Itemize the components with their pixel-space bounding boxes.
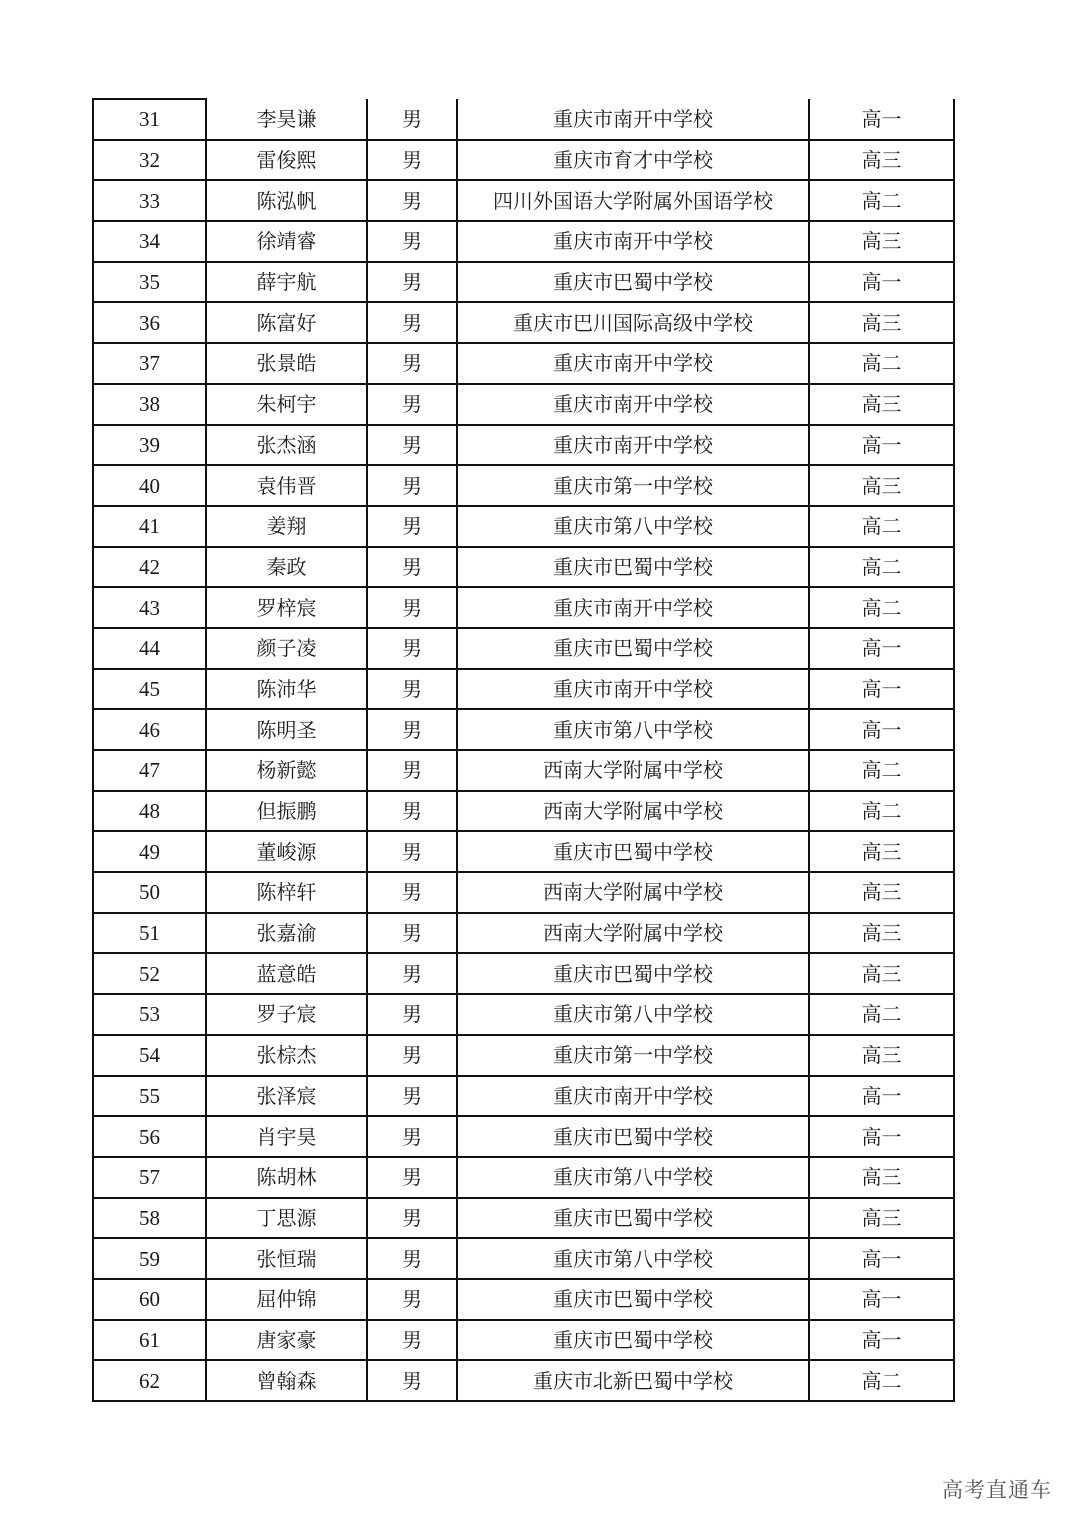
cell-gender: 男 <box>367 1076 457 1117</box>
cell-grade: 高一 <box>809 99 954 140</box>
cell-grade: 高一 <box>809 262 954 303</box>
cell-gender: 男 <box>367 1116 457 1157</box>
cell-school: 重庆市巴蜀中学校 <box>457 1320 809 1361</box>
cell-school: 重庆市南开中学校 <box>457 343 809 384</box>
cell-gender: 男 <box>367 831 457 872</box>
cell-school: 重庆市南开中学校 <box>457 425 809 466</box>
cell-name: 张景皓 <box>206 343 367 384</box>
cell-number: 57 <box>93 1157 206 1198</box>
cell-grade: 高三 <box>809 302 954 343</box>
cell-number: 41 <box>93 506 206 547</box>
cell-school: 重庆市巴蜀中学校 <box>457 628 809 669</box>
cell-number: 47 <box>93 750 206 791</box>
table-row <box>93 1279 954 1320</box>
table-row <box>93 1076 954 1117</box>
table-row <box>93 831 954 872</box>
table-row <box>93 1116 954 1157</box>
cell-grade: 高二 <box>809 791 954 832</box>
cell-name: 朱柯宇 <box>206 384 367 425</box>
table-row <box>93 1320 954 1361</box>
table-row <box>93 669 954 710</box>
cell-name: 董峻源 <box>206 831 367 872</box>
table-row <box>93 384 954 425</box>
table-row <box>93 140 954 181</box>
table-row <box>93 1360 954 1401</box>
cell-gender: 男 <box>367 872 457 913</box>
cell-school: 重庆市育才中学校 <box>457 140 809 181</box>
cell-school: 西南大学附属中学校 <box>457 750 809 791</box>
cell-name: 唐家豪 <box>206 1320 367 1361</box>
cell-gender: 男 <box>367 1238 457 1279</box>
cell-number: 39 <box>93 425 206 466</box>
cell-number: 37 <box>93 343 206 384</box>
cell-number: 59 <box>93 1238 206 1279</box>
table-row <box>93 628 954 669</box>
cell-number: 43 <box>93 587 206 628</box>
table-row <box>93 1157 954 1198</box>
cell-school: 重庆市第八中学校 <box>457 994 809 1035</box>
cell-name: 秦政 <box>206 547 367 588</box>
table-row <box>93 506 954 547</box>
cell-grade: 高一 <box>809 1076 954 1117</box>
cell-grade: 高一 <box>809 1320 954 1361</box>
cell-number: 48 <box>93 791 206 832</box>
cell-grade: 高二 <box>809 343 954 384</box>
cell-name: 张嘉渝 <box>206 913 367 954</box>
cell-number: 38 <box>93 384 206 425</box>
cell-gender: 男 <box>367 425 457 466</box>
cell-number: 52 <box>93 953 206 994</box>
cell-name: 袁伟晋 <box>206 465 367 506</box>
cell-gender: 男 <box>367 1320 457 1361</box>
cell-school: 重庆市第八中学校 <box>457 1238 809 1279</box>
cell-school: 重庆市南开中学校 <box>457 99 809 140</box>
cell-grade: 高二 <box>809 180 954 221</box>
cell-grade: 高二 <box>809 994 954 1035</box>
table-row <box>93 750 954 791</box>
cell-gender: 男 <box>367 669 457 710</box>
cell-name: 但振鹏 <box>206 791 367 832</box>
cell-gender: 男 <box>367 302 457 343</box>
cell-name: 蓝意皓 <box>206 953 367 994</box>
cell-school: 重庆市巴蜀中学校 <box>457 262 809 303</box>
table-row <box>93 262 954 303</box>
cell-gender: 男 <box>367 1035 457 1076</box>
cell-gender: 男 <box>367 913 457 954</box>
cell-number: 49 <box>93 831 206 872</box>
cell-number: 60 <box>93 1279 206 1320</box>
table-row <box>93 872 954 913</box>
cell-number: 62 <box>93 1360 206 1401</box>
cell-grade: 高三 <box>809 953 954 994</box>
cell-grade: 高三 <box>809 1035 954 1076</box>
cell-grade: 高三 <box>809 465 954 506</box>
cell-number: 32 <box>93 140 206 181</box>
cell-name: 薛宇航 <box>206 262 367 303</box>
cell-grade: 高三 <box>809 1198 954 1239</box>
student-list-table-container <box>92 98 953 1402</box>
table-row <box>93 343 954 384</box>
cell-name: 姜翔 <box>206 506 367 547</box>
cell-gender: 男 <box>367 994 457 1035</box>
table-row <box>93 547 954 588</box>
cell-school: 重庆市第一中学校 <box>457 1035 809 1076</box>
cell-grade: 高二 <box>809 1360 954 1401</box>
table-row <box>93 1198 954 1239</box>
cell-school: 重庆市北新巴蜀中学校 <box>457 1360 809 1401</box>
cell-grade: 高一 <box>809 709 954 750</box>
table-row <box>93 791 954 832</box>
cell-school: 重庆市第八中学校 <box>457 709 809 750</box>
cell-school: 重庆市巴蜀中学校 <box>457 547 809 588</box>
cell-number: 53 <box>93 994 206 1035</box>
cell-grade: 高三 <box>809 221 954 262</box>
cell-name: 颜子凌 <box>206 628 367 669</box>
table-row <box>93 913 954 954</box>
cell-gender: 男 <box>367 547 457 588</box>
cell-name: 徐靖睿 <box>206 221 367 262</box>
cell-gender: 男 <box>367 1157 457 1198</box>
cell-name: 罗梓宸 <box>206 587 367 628</box>
cell-grade: 高二 <box>809 547 954 588</box>
cell-name: 屈仲锦 <box>206 1279 367 1320</box>
cell-school: 重庆市第八中学校 <box>457 506 809 547</box>
cell-number: 36 <box>93 302 206 343</box>
watermark: 高考直通车 <box>942 1478 1052 1502</box>
cell-gender: 男 <box>367 465 457 506</box>
cell-number: 40 <box>93 465 206 506</box>
cell-name: 张杰涵 <box>206 425 367 466</box>
table-row <box>93 221 954 262</box>
cell-school: 重庆市南开中学校 <box>457 384 809 425</box>
cell-gender: 男 <box>367 791 457 832</box>
cell-grade: 高三 <box>809 1157 954 1198</box>
table-row <box>93 425 954 466</box>
cell-name: 张泽宸 <box>206 1076 367 1117</box>
cell-grade: 高三 <box>809 831 954 872</box>
cell-grade: 高一 <box>809 425 954 466</box>
cell-gender: 男 <box>367 180 457 221</box>
cell-name: 陈沛华 <box>206 669 367 710</box>
cell-number: 51 <box>93 913 206 954</box>
cell-gender: 男 <box>367 1360 457 1401</box>
cell-school: 重庆市巴蜀中学校 <box>457 1279 809 1320</box>
cell-school: 重庆市南开中学校 <box>457 221 809 262</box>
cell-name: 罗子宸 <box>206 994 367 1035</box>
cell-gender: 男 <box>367 628 457 669</box>
cell-school: 西南大学附属中学校 <box>457 913 809 954</box>
cell-name: 杨新懿 <box>206 750 367 791</box>
cell-grade: 高三 <box>809 913 954 954</box>
cell-number: 35 <box>93 262 206 303</box>
cell-school: 重庆市南开中学校 <box>457 1076 809 1117</box>
cell-grade: 高一 <box>809 1116 954 1157</box>
table-row <box>93 302 954 343</box>
cell-gender: 男 <box>367 1198 457 1239</box>
table-row <box>93 994 954 1035</box>
cell-name: 张棕杰 <box>206 1035 367 1076</box>
cell-gender: 男 <box>367 709 457 750</box>
cell-school: 西南大学附属中学校 <box>457 791 809 832</box>
cell-name: 曾翰森 <box>206 1360 367 1401</box>
cell-gender: 男 <box>367 384 457 425</box>
cell-school: 重庆市第一中学校 <box>457 465 809 506</box>
cell-name: 李昊谦 <box>206 99 367 140</box>
cell-number: 55 <box>93 1076 206 1117</box>
cell-school: 重庆市巴川国际高级中学校 <box>457 302 809 343</box>
cell-gender: 男 <box>367 506 457 547</box>
table-row <box>93 953 954 994</box>
cell-name: 丁思源 <box>206 1198 367 1239</box>
cell-name: 肖宇昊 <box>206 1116 367 1157</box>
table-row <box>93 180 954 221</box>
cell-grade: 高三 <box>809 384 954 425</box>
cell-gender: 男 <box>367 221 457 262</box>
cell-number: 45 <box>93 669 206 710</box>
cell-grade: 高二 <box>809 587 954 628</box>
cell-grade: 高二 <box>809 506 954 547</box>
cell-number: 33 <box>93 180 206 221</box>
cell-grade: 高一 <box>809 669 954 710</box>
cell-gender: 男 <box>367 1279 457 1320</box>
table-row <box>93 1238 954 1279</box>
cell-number: 31 <box>93 99 206 140</box>
table-body <box>93 99 954 1401</box>
table-row <box>93 1035 954 1076</box>
cell-grade: 高一 <box>809 1238 954 1279</box>
cell-gender: 男 <box>367 750 457 791</box>
cell-grade: 高一 <box>809 628 954 669</box>
cell-number: 44 <box>93 628 206 669</box>
cell-grade: 高三 <box>809 140 954 181</box>
cell-school: 重庆市巴蜀中学校 <box>457 1116 809 1157</box>
cell-school: 重庆市第八中学校 <box>457 1157 809 1198</box>
cell-gender: 男 <box>367 953 457 994</box>
cell-number: 42 <box>93 547 206 588</box>
cell-gender: 男 <box>367 140 457 181</box>
cell-number: 54 <box>93 1035 206 1076</box>
table-row <box>93 465 954 506</box>
cell-name: 张恒瑞 <box>206 1238 367 1279</box>
cell-gender: 男 <box>367 262 457 303</box>
cell-name: 陈明圣 <box>206 709 367 750</box>
cell-grade: 高一 <box>809 1279 954 1320</box>
cell-number: 58 <box>93 1198 206 1239</box>
cell-gender: 男 <box>367 587 457 628</box>
cell-number: 50 <box>93 872 206 913</box>
cell-number: 56 <box>93 1116 206 1157</box>
cell-school: 重庆市南开中学校 <box>457 669 809 710</box>
cell-number: 61 <box>93 1320 206 1361</box>
cell-school: 重庆市巴蜀中学校 <box>457 1198 809 1239</box>
cell-school: 重庆市巴蜀中学校 <box>457 953 809 994</box>
cell-name: 陈泓帆 <box>206 180 367 221</box>
cell-school: 重庆市巴蜀中学校 <box>457 831 809 872</box>
table-row <box>93 587 954 628</box>
cell-number: 34 <box>93 221 206 262</box>
cell-grade: 高二 <box>809 750 954 791</box>
cell-name: 雷俊熙 <box>206 140 367 181</box>
cell-name: 陈富好 <box>206 302 367 343</box>
table-row <box>93 99 954 140</box>
cell-number: 46 <box>93 709 206 750</box>
cell-school: 重庆市南开中学校 <box>457 587 809 628</box>
cell-school: 西南大学附属中学校 <box>457 872 809 913</box>
cell-gender: 男 <box>367 343 457 384</box>
cell-name: 陈梓轩 <box>206 872 367 913</box>
student-list-table <box>92 98 955 1402</box>
table-row <box>93 709 954 750</box>
cell-name: 陈胡林 <box>206 1157 367 1198</box>
cell-school: 四川外国语大学附属外国语学校 <box>457 180 809 221</box>
cell-grade: 高三 <box>809 872 954 913</box>
cell-gender: 男 <box>367 99 457 140</box>
